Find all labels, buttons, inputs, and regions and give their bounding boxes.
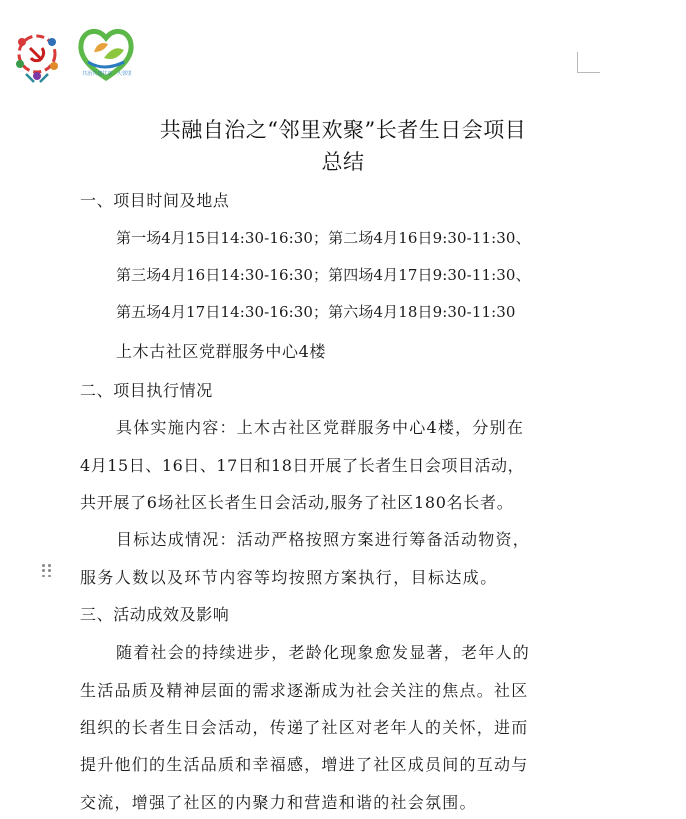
paragraph-line: 提升他们的生活品质和幸福感，增进了社区成员间的互动与 [80, 755, 529, 774]
schedule-line-2: 第三场4月16日14:30-16:30；第四场4月17日9:30-11:30、 [116, 266, 531, 284]
doc-title-line1: 共融自治之“邻里欢聚”长者生日会项目 [159, 118, 527, 142]
paragraph-drag-handle[interactable] [42, 564, 52, 578]
paragraph-line: 生活品质及精神层面的需求逐渐成为社会关注的焦点。社区 [80, 681, 529, 700]
paragraph-line: 目标达成情况：活动严格按照方案进行筹备活动物资， [116, 530, 531, 549]
paragraph-line: 4月15日、16日、17日和18日开展了长者生日会项目活动， [80, 456, 525, 475]
section-heading-time-location: 一、项目时间及地点 [80, 191, 230, 210]
section-heading-execution: 二、项目执行情况 [80, 381, 213, 400]
paragraph-line: 服务人数以及环节内容等均按照方案执行，目标达成。 [80, 568, 498, 587]
section-heading-effects: 三、活动成效及影响 [80, 605, 230, 624]
paragraph-line: 具体实施内容：上木古社区党群服务中心4楼，分别在 [116, 418, 525, 437]
paragraph-line: 共开展了6场社区长者生日会活动,服务了社区180名长者。 [80, 493, 514, 512]
heart-leaf-icon [74, 22, 138, 88]
schedule-line-3: 第五场4月17日14:30-16:30；第六场4月18日9:30-11:30 [116, 303, 516, 321]
paragraph-line: 随着社会的持续进步，老龄化现象愈发显著，老年人的 [116, 643, 531, 662]
doc-title-line2: 总结 [321, 150, 365, 174]
logo-caption: 共治共建共享 · 大邻里 [82, 71, 132, 77]
schedule-line-1: 第一场4月15日14:30-16:30；第二场4月16日9:30-11:30、 [116, 229, 531, 247]
location-line: 上木古社区党群服务中心4楼 [116, 342, 326, 361]
party-emblem-icon [12, 28, 62, 86]
paragraph-line: 组织的长者生日会活动，传递了社区对老年人的关怀，进而 [80, 718, 529, 737]
paragraph-line: 交流，增强了社区的内聚力和营造和谐的社会氛围。 [80, 793, 477, 812]
page-corner-mark [577, 52, 600, 73]
